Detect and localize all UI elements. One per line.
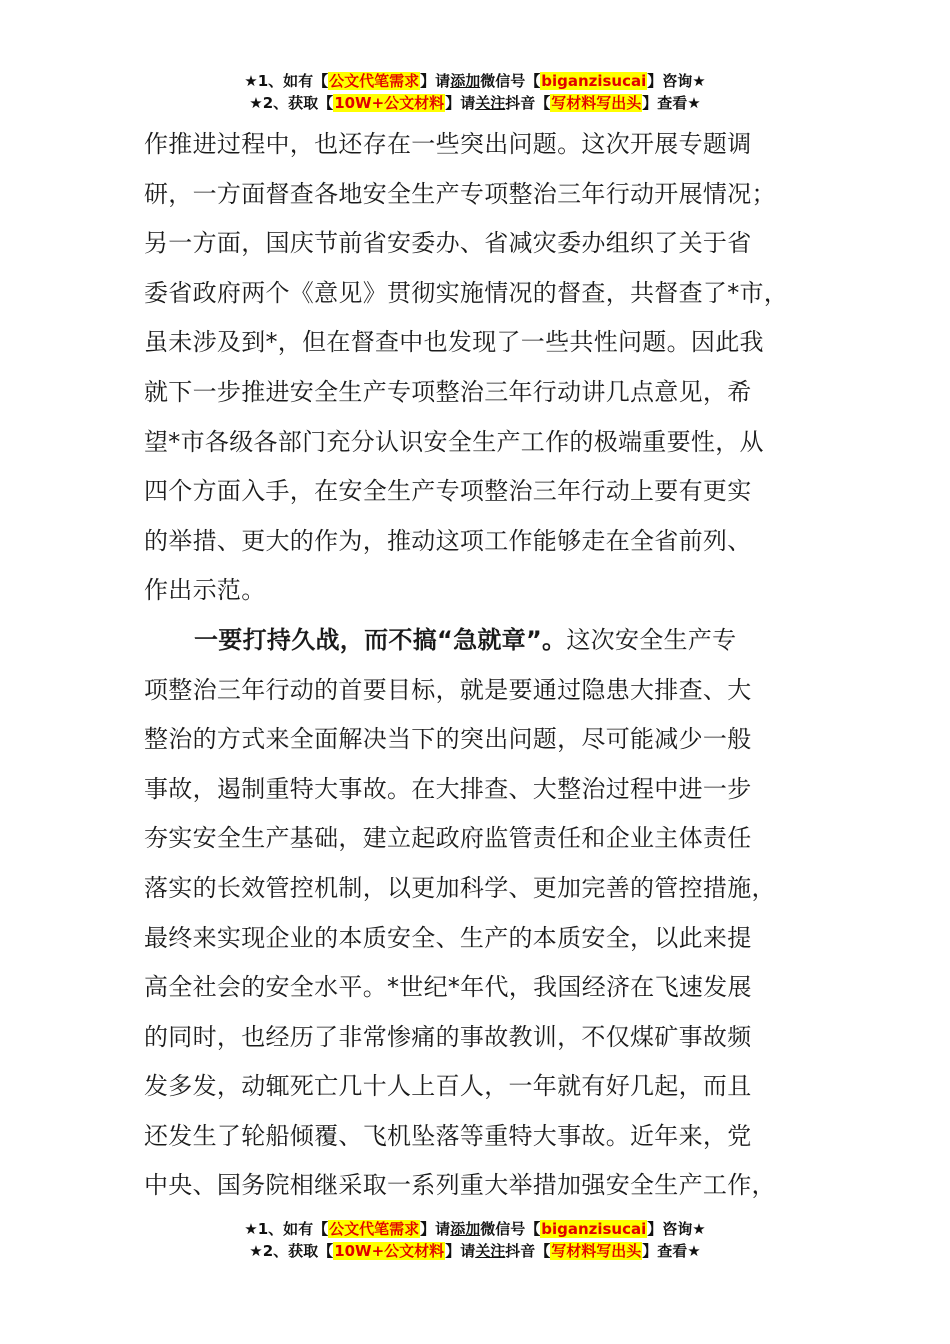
banner-line-2 (0, 92, 950, 114)
banner-text: ★2、获取【 (249, 94, 334, 112)
banner-line-1 (0, 70, 950, 92)
banner-text: 】咨询★ (647, 72, 706, 90)
highlight-materials: 10W+公文材料 (334, 1242, 445, 1260)
banner-text: 】请 (420, 72, 451, 90)
text-line: 作推进过程中，也还存在一些突出问题。这次开展专题调 (144, 130, 752, 158)
banner-text: 】请 (420, 1220, 451, 1238)
banner-text: 】查看★ (642, 94, 701, 112)
text-line: 落实的长效管控机制，以更加科学、更加完善的管控措施， (144, 873, 776, 902)
text-line: 的举措、更大的作为，推动这项工作能够走在全省前列、 (144, 526, 752, 555)
highlight-douyin: 写材料写出头 (551, 1242, 642, 1260)
text-line: 中央、国务院相继采取一系列重大举措加强安全生产工作， (144, 1171, 776, 1200)
text-line: 还发生了轮船倾覆、飞机坠落等重特大事故。近年来，党 (144, 1121, 752, 1150)
banner-text: 】请 (445, 94, 476, 112)
text-line: 最终来实现企业的本质安全、生产的本质安全，以此来提 (144, 923, 752, 952)
text-line: 虽未涉及到*，但在督查中也发现了一些共性问题。因此我 (144, 328, 764, 357)
banner-text: ★2、获取【 (249, 1242, 334, 1260)
highlight-douyin: 写材料写出头 (551, 94, 642, 112)
text-line: 高全社会的安全水平。*世纪*年代，我国经济在飞速发展 (144, 973, 752, 1002)
text-line: 四个方面入手，在安全生产专项整治三年行动上要有更实 (144, 477, 752, 506)
banner-text: 微信号【 (480, 1220, 541, 1238)
banner-text: 抖音【 (505, 94, 551, 112)
text-line: 委省政府两个《意见》贯彻实施情况的督查，共督查了*市， (144, 278, 789, 307)
highlight-service: 公文代笔需求 (329, 72, 420, 90)
banner-text: ★1、如有【 (244, 1220, 329, 1238)
text-line: 作出示范。 (144, 576, 266, 605)
banner-text: 微信号【 (480, 72, 541, 90)
text-line: 整治的方式来全面解决当下的突出问题，尽可能减少一般 (144, 725, 752, 754)
section-heading: 一要打持久战，而不搞“急就章”。 (194, 625, 567, 654)
banner-text: 关注 (475, 1242, 506, 1260)
highlight-wechat-id: biganzisucai (541, 1220, 647, 1238)
banner-text: 抖音【 (505, 1242, 551, 1260)
banner-text: 】查看★ (642, 1242, 701, 1260)
text-line: 发多发，动辄死亡几十人上百人，一年就有好几起，而且 (144, 1072, 752, 1101)
highlight-wechat-id: biganzisucai (541, 72, 647, 90)
banner-text: 】请 (445, 1242, 476, 1260)
text-line: 研，一方面督查各地安全生产专项整治三年行动开展情况； (144, 179, 776, 208)
text-line: 就下一步推进安全生产专项整治三年行动讲几点意见，希 (144, 377, 752, 406)
highlight-service: 公文代笔需求 (329, 1220, 420, 1238)
banner-text: 】咨询★ (647, 1220, 706, 1238)
text-line: 另一方面，国庆节前省安委办、省减灾委办组织了关于省 (144, 229, 752, 258)
document-body (144, 120, 824, 1211)
text-line: 望*市各级各部门充分认识安全生产工作的极端重要性，从 (144, 427, 764, 456)
text-line: 的同时，也经历了非常惨痛的事故教训，不仅煤矿事故频 (144, 1022, 752, 1051)
header-banner (0, 70, 950, 114)
banner-text: 添加 (450, 1220, 481, 1238)
text-line: 事故，遏制重特大事故。在大排查、大整治过程中进一步 (144, 774, 752, 803)
banner-line-1 (0, 1218, 950, 1240)
banner-text: 添加 (450, 72, 481, 90)
paragraph-start (144, 616, 824, 666)
banner-line-2 (0, 1240, 950, 1262)
text-line: 项整治三年行动的首要目标，就是要通过隐患大排查、大 (144, 675, 752, 704)
banner-text: ★1、如有【 (244, 72, 329, 90)
banner-text: 关注 (475, 94, 506, 112)
highlight-materials: 10W+公文材料 (334, 94, 445, 112)
text-line: 这次安全生产专 (566, 625, 737, 654)
text-line: 夯实安全生产基础，建立起政府监管责任和企业主体责任 (144, 824, 752, 853)
footer-banner (0, 1218, 950, 1262)
